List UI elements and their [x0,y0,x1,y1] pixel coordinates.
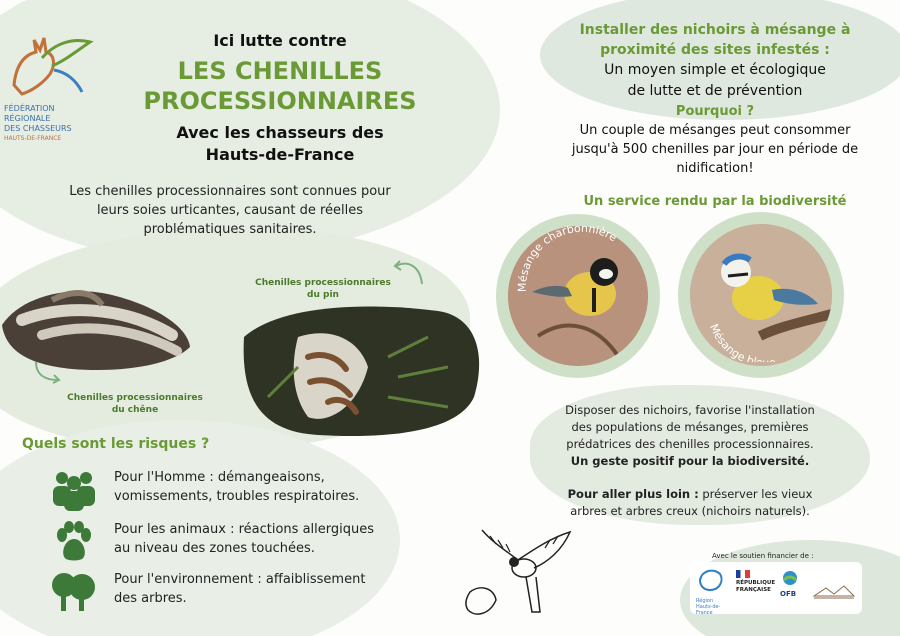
risk-item-animals [48,520,384,564]
ofb-logo [780,570,808,598]
logo-line2: RÉGIONALE [4,114,51,123]
region-line1: Région [696,598,714,604]
svg-text:Mésange charbonnière [516,226,620,292]
risk-item-environment [48,570,384,614]
region-line2: Hauts-de-France [696,604,721,616]
install-line1: Installer des nichoirs à mésange à [579,22,851,38]
pine-caterpillars-photo [238,297,488,439]
logo-line1: FÉDÉRATION [4,104,55,113]
sponsors-label: Avec le soutien financier de : [712,552,814,560]
means-line2: de lutte et de prévention [627,83,803,99]
pretitle: Ici lutte contre [213,31,347,50]
intro-line1: Les chenilles processionnaires sont connues pour [69,184,391,199]
dispose-line3: prédatrices des chenilles processionnaires. [566,437,814,451]
bird2-name: Mésange bl [707,322,758,362]
svg-text:Mésange bleue [707,322,777,362]
intro-text [30,182,430,239]
install-block [545,20,885,178]
title-block [120,30,440,166]
bird1-name: Mésange charbonnière [515,226,620,293]
subtitle-line1: Avec les chasseurs des [176,123,384,142]
pine-caption-line1: Chenilles processionnaires [255,278,391,288]
dispose-block [530,402,850,470]
marianne-flag-icon [736,570,750,578]
intro-line3: problématiques sanitaires. [143,222,317,237]
partner-logo [812,580,856,600]
sponsors-panel [690,562,862,614]
why-line3: nidification! [676,161,754,176]
logo-line3: DES CHASSEURS [4,124,72,133]
republique-logo [736,570,776,594]
partner-landscape-icon [812,580,856,600]
further-line2: arbres et arbres creux (nichoirs naturels). [570,504,810,518]
risk-human-line1: Pour l'Homme : démangeaisons, [114,470,325,485]
subtitle-line2: Hauts-de-France [205,145,355,164]
risk-environment-line2: des arbres. [114,591,187,606]
bird-sketch-illustration [460,522,580,630]
logo-line4: HAUTS-DE-FRANCE [4,135,62,142]
rf-line2: FRANÇAISE [736,587,771,593]
risk-animals-line1: Pour les animaux : réactions allergiques [114,522,374,537]
trees-icon [48,570,100,614]
dispose-line1: Disposer des nichoirs, favorise l'installation [565,403,815,417]
page-title-line2: PROCESSIONNAIRES [143,87,417,115]
oak-caption-line1: Chenilles processionnaires [67,393,203,403]
logo [4,30,104,145]
further-text1: préserver les vieux [698,487,813,501]
page-title-line1: LES CHENILLES [177,57,383,85]
intro-line2: leurs soies urticantes, causant de réelles [96,203,364,218]
means-line1: Un moyen simple et écologique [604,62,826,78]
dispose-line4: Un geste positif pour la biodiversité. [570,454,810,468]
further-label: Pour aller plus loin : [567,487,699,501]
oak-caption [55,392,215,416]
risk-animals-line2: au niveau des zones touchées. [114,541,315,556]
deer-logo-icon [4,30,94,100]
risk-human-line2: vomissements, troubles respiratoires. [114,489,360,504]
why-heading: Pourquoi ? [675,104,755,119]
risk-item-human [48,468,384,512]
region-logo [696,566,730,616]
dispose-line2: des populations de mésanges, premières [571,420,809,434]
people-icon [48,468,100,512]
install-line2: proximité des sites infestés : [600,42,830,58]
ofb-emblem-icon [780,570,800,586]
pine-arrow-icon [392,258,426,292]
pine-caption-line2: du pin [307,290,339,300]
further-block [530,486,850,520]
further-line1 [530,486,850,503]
risk-environment-line1: Pour l'environnement : affaiblissement [114,572,366,587]
oak-arrow-icon [32,360,62,388]
paw-icon [48,520,100,564]
why-line1: Un couple de mésanges peut consommer [579,123,851,138]
oak-caterpillars-photo [2,265,192,375]
why-line2: jusqu'à 500 chenilles par jour en période de [571,142,859,157]
rf-line1: RÉPUBLIQUE [736,580,776,586]
bird2-label [700,318,820,362]
oak-caption-line2: du chêne [111,405,159,415]
region-map-icon [696,566,726,594]
service-heading: Un service rendu par la biodiversité [583,194,847,209]
risks-heading: Quels sont les risques ? [22,436,210,452]
bird1-label [512,226,648,296]
ofb-text: OFB [780,590,797,598]
